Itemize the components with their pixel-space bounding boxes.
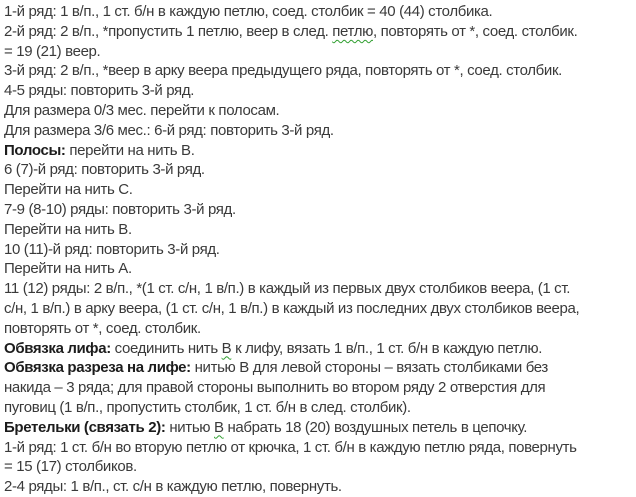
text-line bbox=[4, 259, 636, 279]
text-segment: Перейти на нить А. bbox=[4, 260, 132, 278]
text-line bbox=[4, 418, 636, 438]
text-segment: 1-й ряд: 1 в/п., 1 ст. б/н в каждую петлю, соед. столбик = 40 (44) столбика. bbox=[4, 3, 493, 20]
text-segment: 3-й ряд: 2 в/п., *веер в арку веера предыдущего ряда, повторять от *, соед. столбик. bbox=[4, 62, 562, 80]
text-line bbox=[4, 378, 636, 398]
text-segment: соединить нить bbox=[110, 339, 222, 357]
text-segment: = 15 (17) столбиков. bbox=[4, 458, 137, 476]
text-line bbox=[4, 22, 636, 42]
section-heading: Обвязка разреза на лифе: bbox=[4, 359, 191, 377]
text-line bbox=[4, 477, 636, 497]
text-line bbox=[4, 279, 636, 299]
text-segment: = 19 (21) веер. bbox=[4, 42, 101, 60]
text-line bbox=[4, 240, 636, 260]
spellcheck-flagged-word: петлю bbox=[332, 22, 373, 40]
text-segment: 11 (12) ряды: 2 в/п., *(1 ст. с/н, 1 в/п.) в каждый из первых двух столбиков веера, (1 ст. bbox=[4, 280, 571, 298]
text-segment: набрать 18 (20) воздушных петель в цепочку. bbox=[223, 418, 528, 436]
text-segment: накида – 3 ряда; для правой стороны выполнить во втором ряду 2 отверстия для bbox=[4, 379, 546, 397]
text-line bbox=[4, 61, 636, 81]
text-segment: повторять от *, соед. столбик. bbox=[4, 319, 201, 337]
text-line bbox=[4, 398, 636, 418]
text-line bbox=[4, 160, 636, 180]
text-line bbox=[4, 299, 636, 319]
section-heading: Бретельки (связать 2): bbox=[4, 418, 166, 436]
text-line bbox=[4, 438, 636, 458]
text-segment: 10 (11)-й ряд: повторить 3-й ряд. bbox=[4, 240, 220, 258]
text-segment: 4-5 ряды: повторить 3-й ряд. bbox=[4, 82, 195, 100]
text-line bbox=[4, 339, 636, 359]
text-segment: Перейти на нить В. bbox=[4, 220, 132, 238]
text-segment: 2-й ряд: 2 в/п., *пропустить 1 петлю, веер в след. bbox=[4, 22, 333, 40]
text-segment: 7-9 (8-10) ряды: повторить 3-й ряд. bbox=[4, 200, 236, 218]
text-segment: нитью bbox=[165, 418, 214, 436]
spellcheck-flagged-word: В bbox=[214, 418, 224, 436]
text-segment: 2-4 ряды: 1 в/п., ст. с/н в каждую петлю, повернуть. bbox=[4, 478, 342, 496]
text-line bbox=[4, 2, 636, 22]
section-heading: Полосы: bbox=[4, 141, 66, 159]
section-heading: Обвязка лифа: bbox=[4, 339, 111, 357]
text-segment: с/н, 1 в/п.) в арку веера, (1 ст. с/н, 1 в/п.) в каждый из последних двух столбиков веера, bbox=[4, 299, 580, 317]
text-line bbox=[4, 141, 636, 161]
text-segment: Перейти на нить С. bbox=[4, 181, 133, 199]
text-line bbox=[4, 200, 636, 220]
text-line bbox=[4, 42, 636, 62]
text-segment: перейти на нить В. bbox=[65, 141, 195, 159]
text-segment: Для размера 3/6 мес.: 6-й ряд: повторить 3-й ряд. bbox=[4, 121, 334, 139]
spellcheck-flagged-word: В bbox=[221, 339, 232, 357]
text-segment: , повторять от *, соед. столбик. bbox=[373, 22, 578, 40]
text-line bbox=[4, 121, 636, 141]
text-line bbox=[4, 220, 636, 240]
text-line bbox=[4, 319, 636, 339]
text-segment: нитью В для левой стороны – вязать столбиками без bbox=[190, 359, 548, 377]
text-segment: пуговиц (1 в/п., пропустить столбик, 1 ст. б/н в след. столбик). bbox=[4, 398, 411, 416]
text-segment: Для размера 0/3 мес. перейти к полосам. bbox=[4, 101, 280, 119]
text-line bbox=[4, 101, 636, 121]
text-segment: к лифу, вязать 1 в/п., 1 ст. б/н в каждую петлю. bbox=[231, 339, 543, 357]
text-line bbox=[4, 180, 636, 200]
text-line bbox=[4, 81, 636, 101]
text-segment: 6 (7)-й ряд: повторить 3-й ряд. bbox=[4, 161, 205, 179]
text-segment: 1-й ряд: 1 ст. б/н во вторую петлю от крючка, 1 ст. б/н в каждую петлю ряда, повернуть bbox=[4, 438, 577, 456]
text-line bbox=[4, 358, 636, 378]
text-line bbox=[4, 457, 636, 477]
